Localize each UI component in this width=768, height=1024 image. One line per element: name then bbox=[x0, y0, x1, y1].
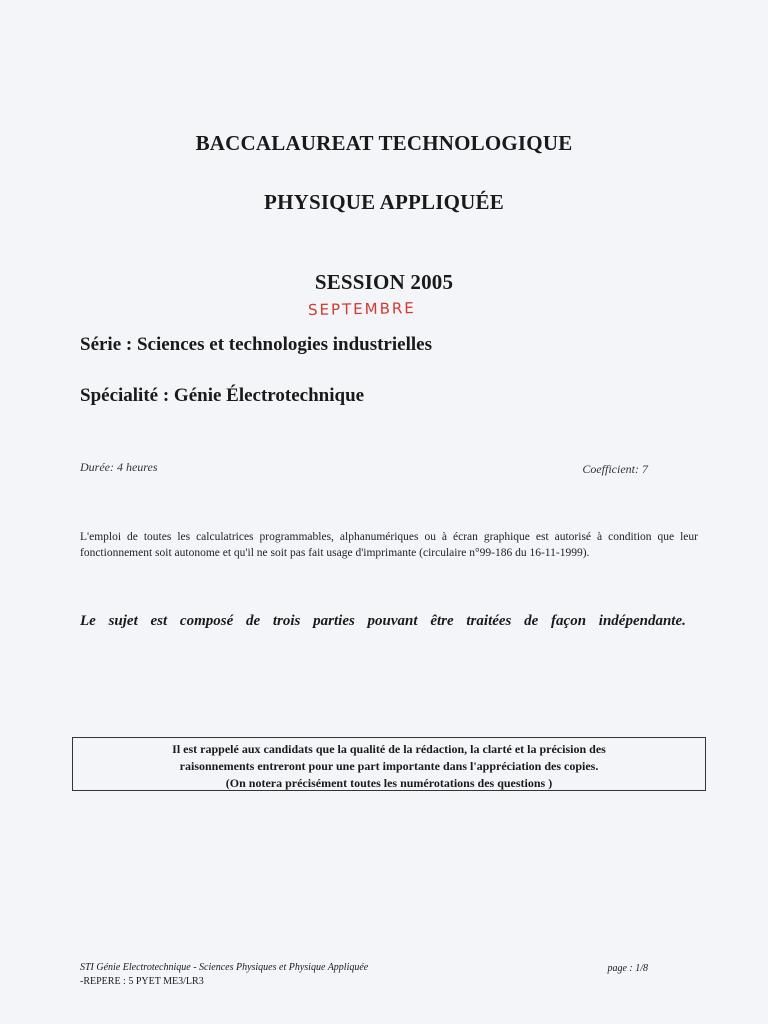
coefficient-label: Coefficient: 7 bbox=[582, 462, 648, 476]
subject-title: PHYSIQUE APPLIQUÉE bbox=[264, 190, 504, 214]
session-title: SESSION 2005 bbox=[314, 270, 454, 294]
notice-line-3: (On notera précisément toutes les numérotations des questions ) bbox=[225, 776, 553, 790]
handwritten-note: SEPTEMBRE bbox=[307, 299, 416, 319]
footer-info bbox=[80, 961, 368, 989]
notice-box bbox=[72, 737, 706, 791]
footer-reference: -REPERE : 5 PYET ME3/LR3 bbox=[80, 976, 204, 987]
footer-course: STI Génie Electrotechnique - Sciences Physiques et Physique Appliquée bbox=[80, 962, 369, 973]
subject-structure-note: Le sujet est composé de trois parties pouvant être traitées de façon indépendante. bbox=[80, 613, 686, 629]
duration-label: Durée: 4 heures bbox=[80, 460, 158, 474]
calculator-instructions: L'emploi de toutes les calculatrices programmables, alphanumériques ou à écran graphique est autorisé à condition que leur fonctionnement soit autonome et qu'il ne soit pas fait usage d'imprimante (circulaire n°99-186 du 16-11-1999). bbox=[80, 531, 698, 559]
serie-line: Série : Sciences et technologies industrielles bbox=[80, 334, 432, 355]
page-number: page : 1/8 bbox=[607, 963, 648, 974]
specialite-line: Spécialité : Génie Électrotechnique bbox=[80, 385, 365, 406]
notice-line-1: Il est rappelé aux candidats que la qualité de la rédaction, la clarté et la précision des bbox=[172, 742, 606, 756]
notice-line-2: raisonnements entreront pour une part importante dans l'appréciation des copies. bbox=[179, 759, 599, 773]
document-title: BACCALAUREAT TECHNOLOGIQUE bbox=[195, 131, 573, 155]
